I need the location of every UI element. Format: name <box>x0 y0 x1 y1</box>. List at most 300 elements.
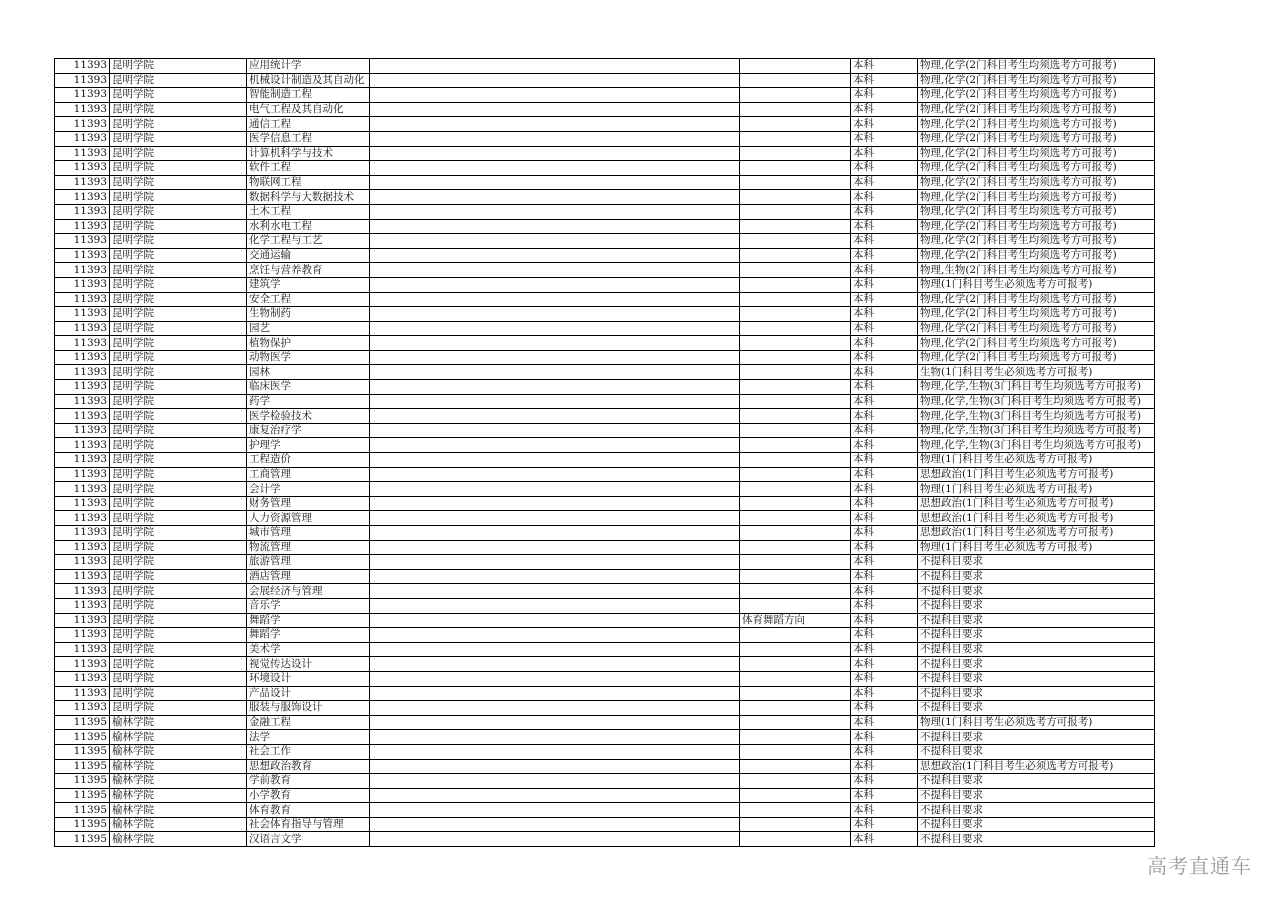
school-name-cell: 榆林学院 <box>110 715 247 730</box>
level-cell: 本科 <box>851 555 918 570</box>
empty-cell <box>370 277 740 292</box>
school-name-cell: 榆林学院 <box>110 788 247 803</box>
major-note-cell <box>740 204 851 219</box>
table-row <box>55 336 1155 351</box>
level-cell: 本科 <box>851 292 918 307</box>
table-body <box>55 59 1155 847</box>
school-name-cell: 昆明学院 <box>110 365 247 380</box>
major-name-cell: 护理学 <box>247 438 370 453</box>
subject-requirement-cell: 物理,生物(2门科目考生均须选考方可报考) <box>918 263 1155 278</box>
subject-requirement-cell: 不提科目要求 <box>918 817 1155 832</box>
major-note-cell <box>740 642 851 657</box>
subject-requirement-cell: 物理,化学(2门科目考生均须选考方可报考) <box>918 307 1155 322</box>
school-code-cell: 11393 <box>55 453 110 468</box>
school-name-cell: 昆明学院 <box>110 380 247 395</box>
school-code-cell: 11395 <box>55 803 110 818</box>
subject-requirement-cell: 物理,化学(2门科目考生均须选考方可报考) <box>918 204 1155 219</box>
table-row <box>55 321 1155 336</box>
major-note-cell <box>740 730 851 745</box>
major-note-cell <box>740 438 851 453</box>
major-note-cell <box>740 59 851 74</box>
subject-requirement-cell: 不提科目要求 <box>918 832 1155 847</box>
empty-cell <box>370 131 740 146</box>
school-code-cell: 11393 <box>55 569 110 584</box>
major-note-cell <box>740 598 851 613</box>
empty-cell <box>370 803 740 818</box>
empty-cell <box>370 438 740 453</box>
subject-requirement-cell: 物理,化学(2门科目考生均须选考方可报考) <box>918 175 1155 190</box>
major-note-cell <box>740 584 851 599</box>
major-name-cell: 智能制造工程 <box>247 88 370 103</box>
major-name-cell: 应用统计学 <box>247 59 370 74</box>
major-note-cell <box>740 832 851 847</box>
level-cell: 本科 <box>851 759 918 774</box>
school-name-cell: 榆林学院 <box>110 803 247 818</box>
table-row <box>55 628 1155 643</box>
school-code-cell: 11393 <box>55 263 110 278</box>
empty-cell <box>370 686 740 701</box>
school-name-cell: 昆明学院 <box>110 394 247 409</box>
major-note-cell <box>740 190 851 205</box>
level-cell: 本科 <box>851 59 918 74</box>
subject-requirement-cell: 物理(1门科目考生必须选考方可报考) <box>918 482 1155 497</box>
level-cell: 本科 <box>851 277 918 292</box>
empty-cell <box>370 613 740 628</box>
subject-requirement-cell: 物理,化学(2门科目考生均须选考方可报考) <box>918 146 1155 161</box>
major-note-cell <box>740 117 851 132</box>
major-name-cell: 水利水电工程 <box>247 219 370 234</box>
subject-requirement-cell: 物理,化学(2门科目考生均须选考方可报考) <box>918 73 1155 88</box>
empty-cell <box>370 671 740 686</box>
table-row <box>55 190 1155 205</box>
level-cell: 本科 <box>851 88 918 103</box>
major-name-cell: 通信工程 <box>247 117 370 132</box>
school-name-cell: 昆明学院 <box>110 642 247 657</box>
table-row <box>55 146 1155 161</box>
empty-cell <box>370 146 740 161</box>
level-cell: 本科 <box>851 102 918 117</box>
school-name-cell: 榆林学院 <box>110 832 247 847</box>
empty-cell <box>370 482 740 497</box>
table-row <box>55 467 1155 482</box>
subject-requirement-cell: 物理,化学(2门科目考生均须选考方可报考) <box>918 350 1155 365</box>
subject-requirement-cell: 物理,化学(2门科目考生均须选考方可报考) <box>918 102 1155 117</box>
major-name-cell: 会展经济与管理 <box>247 584 370 599</box>
level-cell: 本科 <box>851 467 918 482</box>
major-name-cell: 临床医学 <box>247 380 370 395</box>
major-note-cell <box>740 146 851 161</box>
school-name-cell: 昆明学院 <box>110 73 247 88</box>
empty-cell <box>370 219 740 234</box>
level-cell: 本科 <box>851 146 918 161</box>
major-name-cell: 人力资源管理 <box>247 511 370 526</box>
school-code-cell: 11393 <box>55 686 110 701</box>
table-row <box>55 117 1155 132</box>
empty-cell <box>370 730 740 745</box>
empty-cell <box>370 569 740 584</box>
major-name-cell: 旅游管理 <box>247 555 370 570</box>
school-name-cell: 榆林学院 <box>110 774 247 789</box>
empty-cell <box>370 248 740 263</box>
level-cell: 本科 <box>851 219 918 234</box>
empty-cell <box>370 759 740 774</box>
major-note-cell <box>740 774 851 789</box>
major-name-cell: 生物制药 <box>247 307 370 322</box>
school-name-cell: 昆明学院 <box>110 423 247 438</box>
level-cell: 本科 <box>851 336 918 351</box>
major-note-cell <box>740 744 851 759</box>
major-note-cell <box>740 161 851 176</box>
school-name-cell: 榆林学院 <box>110 759 247 774</box>
major-note-cell <box>740 526 851 541</box>
major-note-cell <box>740 540 851 555</box>
empty-cell <box>370 365 740 380</box>
school-name-cell: 昆明学院 <box>110 613 247 628</box>
subject-requirement-cell: 不提科目要求 <box>918 613 1155 628</box>
subject-requirement-cell: 不提科目要求 <box>918 584 1155 599</box>
empty-cell <box>370 204 740 219</box>
school-code-cell: 11393 <box>55 438 110 453</box>
table-row <box>55 204 1155 219</box>
subject-requirement-cell: 物理,化学(2门科目考生均须选考方可报考) <box>918 321 1155 336</box>
school-name-cell: 昆明学院 <box>110 526 247 541</box>
table-row <box>55 598 1155 613</box>
subject-requirement-cell: 物理,化学(2门科目考生均须选考方可报考) <box>918 190 1155 205</box>
school-name-cell: 昆明学院 <box>110 175 247 190</box>
major-name-cell: 医学检验技术 <box>247 409 370 424</box>
major-note-cell <box>740 482 851 497</box>
table-row <box>55 292 1155 307</box>
school-name-cell: 昆明学院 <box>110 321 247 336</box>
school-name-cell: 昆明学院 <box>110 409 247 424</box>
table-row <box>55 832 1155 847</box>
school-name-cell: 昆明学院 <box>110 277 247 292</box>
subject-requirement-cell: 不提科目要求 <box>918 701 1155 716</box>
major-note-cell <box>740 292 851 307</box>
major-name-cell: 化学工程与工艺 <box>247 234 370 249</box>
school-code-cell: 11393 <box>55 540 110 555</box>
subject-requirement-cell: 思想政治(1门科目考生必须选考方可报考) <box>918 759 1155 774</box>
school-name-cell: 昆明学院 <box>110 117 247 132</box>
table-row <box>55 744 1155 759</box>
empty-cell <box>370 526 740 541</box>
table-row <box>55 569 1155 584</box>
table-row <box>55 701 1155 716</box>
empty-cell <box>370 598 740 613</box>
table-row <box>55 131 1155 146</box>
subject-requirement-cell: 不提科目要求 <box>918 569 1155 584</box>
table-row <box>55 307 1155 322</box>
school-code-cell: 11393 <box>55 701 110 716</box>
subject-requirement-cell: 物理,化学,生物(3门科目考生均须选考方可报考) <box>918 423 1155 438</box>
level-cell: 本科 <box>851 671 918 686</box>
major-note-cell <box>740 671 851 686</box>
school-code-cell: 11395 <box>55 730 110 745</box>
school-code-cell: 11393 <box>55 292 110 307</box>
subject-requirement-cell: 思想政治(1门科目考生必须选考方可报考) <box>918 467 1155 482</box>
major-name-cell: 美术学 <box>247 642 370 657</box>
level-cell: 本科 <box>851 453 918 468</box>
empty-cell <box>370 73 740 88</box>
school-code-cell: 11393 <box>55 204 110 219</box>
empty-cell <box>370 540 740 555</box>
major-note-cell <box>740 307 851 322</box>
level-cell: 本科 <box>851 584 918 599</box>
major-note-cell <box>740 365 851 380</box>
major-note-cell <box>740 394 851 409</box>
school-code-cell: 11395 <box>55 715 110 730</box>
subject-requirement-cell: 物理,化学(2门科目考生均须选考方可报考) <box>918 336 1155 351</box>
school-name-cell: 昆明学院 <box>110 686 247 701</box>
major-name-cell: 视觉传达设计 <box>247 657 370 672</box>
school-code-cell: 11395 <box>55 759 110 774</box>
school-code-cell: 11393 <box>55 482 110 497</box>
empty-cell <box>370 117 740 132</box>
major-note-cell <box>740 102 851 117</box>
subject-requirement-cell: 不提科目要求 <box>918 598 1155 613</box>
subject-requirement-cell: 不提科目要求 <box>918 657 1155 672</box>
level-cell: 本科 <box>851 496 918 511</box>
major-note-cell <box>740 234 851 249</box>
empty-cell <box>370 394 740 409</box>
school-code-cell: 11393 <box>55 146 110 161</box>
table-row <box>55 175 1155 190</box>
empty-cell <box>370 321 740 336</box>
school-code-cell: 11393 <box>55 59 110 74</box>
school-code-cell: 11393 <box>55 613 110 628</box>
school-code-cell: 11395 <box>55 832 110 847</box>
major-note-cell <box>740 350 851 365</box>
major-name-cell: 园林 <box>247 365 370 380</box>
school-code-cell: 11395 <box>55 817 110 832</box>
table-row <box>55 730 1155 745</box>
level-cell: 本科 <box>851 598 918 613</box>
school-name-cell: 昆明学院 <box>110 204 247 219</box>
major-note-cell <box>740 219 851 234</box>
level-cell: 本科 <box>851 511 918 526</box>
level-cell: 本科 <box>851 657 918 672</box>
level-cell: 本科 <box>851 350 918 365</box>
school-name-cell: 昆明学院 <box>110 657 247 672</box>
subject-requirement-cell: 物理,化学,生物(3门科目考生均须选考方可报考) <box>918 394 1155 409</box>
table-row <box>55 526 1155 541</box>
major-name-cell: 服装与服饰设计 <box>247 701 370 716</box>
table-row <box>55 759 1155 774</box>
table-row <box>55 102 1155 117</box>
empty-cell <box>370 175 740 190</box>
major-note-cell <box>740 175 851 190</box>
school-name-cell: 昆明学院 <box>110 263 247 278</box>
major-name-cell: 机械设计制造及其自动化 <box>247 73 370 88</box>
level-cell: 本科 <box>851 117 918 132</box>
level-cell: 本科 <box>851 526 918 541</box>
level-cell: 本科 <box>851 409 918 424</box>
subject-requirement-cell: 物理,化学,生物(3门科目考生均须选考方可报考) <box>918 409 1155 424</box>
level-cell: 本科 <box>851 744 918 759</box>
table-row <box>55 409 1155 424</box>
level-cell: 本科 <box>851 569 918 584</box>
school-name-cell: 昆明学院 <box>110 234 247 249</box>
empty-cell <box>370 788 740 803</box>
major-name-cell: 药学 <box>247 394 370 409</box>
school-name-cell: 昆明学院 <box>110 598 247 613</box>
school-code-cell: 11393 <box>55 496 110 511</box>
level-cell: 本科 <box>851 131 918 146</box>
subject-requirement-cell: 物理,化学(2门科目考生均须选考方可报考) <box>918 292 1155 307</box>
major-name-cell: 法学 <box>247 730 370 745</box>
school-name-cell: 昆明学院 <box>110 482 247 497</box>
table-row <box>55 642 1155 657</box>
empty-cell <box>370 628 740 643</box>
school-code-cell: 11393 <box>55 321 110 336</box>
subject-requirement-cell: 不提科目要求 <box>918 730 1155 745</box>
major-name-cell: 思想政治教育 <box>247 759 370 774</box>
level-cell: 本科 <box>851 730 918 745</box>
major-note-cell <box>740 511 851 526</box>
table-row <box>55 613 1155 628</box>
table-row <box>55 88 1155 103</box>
level-cell: 本科 <box>851 613 918 628</box>
school-name-cell: 昆明学院 <box>110 146 247 161</box>
empty-cell <box>370 263 740 278</box>
major-note-cell <box>740 701 851 716</box>
level-cell: 本科 <box>851 832 918 847</box>
school-name-cell: 昆明学院 <box>110 88 247 103</box>
school-code-cell: 11393 <box>55 628 110 643</box>
empty-cell <box>370 701 740 716</box>
level-cell: 本科 <box>851 73 918 88</box>
major-note-cell <box>740 131 851 146</box>
major-name-cell: 烹饪与营养教育 <box>247 263 370 278</box>
major-name-cell: 金融工程 <box>247 715 370 730</box>
level-cell: 本科 <box>851 365 918 380</box>
table-row <box>55 496 1155 511</box>
empty-cell <box>370 102 740 117</box>
school-name-cell: 榆林学院 <box>110 817 247 832</box>
table-row <box>55 686 1155 701</box>
table-row <box>55 788 1155 803</box>
major-name-cell: 安全工程 <box>247 292 370 307</box>
major-note-cell <box>740 628 851 643</box>
subject-requirement-cell: 不提科目要求 <box>918 774 1155 789</box>
major-name-cell: 软件工程 <box>247 161 370 176</box>
table-row <box>55 277 1155 292</box>
major-note-cell <box>740 409 851 424</box>
empty-cell <box>370 657 740 672</box>
school-code-cell: 11393 <box>55 555 110 570</box>
level-cell: 本科 <box>851 321 918 336</box>
level-cell: 本科 <box>851 307 918 322</box>
level-cell: 本科 <box>851 715 918 730</box>
school-code-cell: 11393 <box>55 336 110 351</box>
school-code-cell: 11393 <box>55 526 110 541</box>
major-name-cell: 酒店管理 <box>247 569 370 584</box>
empty-cell <box>370 453 740 468</box>
school-code-cell: 11393 <box>55 511 110 526</box>
major-note-cell <box>740 453 851 468</box>
table-row <box>55 394 1155 409</box>
major-name-cell: 财务管理 <box>247 496 370 511</box>
subject-requirement-cell: 思想政治(1门科目考生必须选考方可报考) <box>918 526 1155 541</box>
school-name-cell: 昆明学院 <box>110 438 247 453</box>
level-cell: 本科 <box>851 248 918 263</box>
major-name-cell: 城市管理 <box>247 526 370 541</box>
table-row <box>55 715 1155 730</box>
school-code-cell: 11393 <box>55 467 110 482</box>
empty-cell <box>370 380 740 395</box>
table-row <box>55 482 1155 497</box>
subject-requirement-cell: 思想政治(1门科目考生必须选考方可报考) <box>918 496 1155 511</box>
school-code-cell: 11393 <box>55 598 110 613</box>
school-code-cell: 11393 <box>55 307 110 322</box>
empty-cell <box>370 88 740 103</box>
school-name-cell: 昆明学院 <box>110 219 247 234</box>
subject-requirement-cell: 物理(1门科目考生必须选考方可报考) <box>918 540 1155 555</box>
table-row <box>55 803 1155 818</box>
school-code-cell: 11393 <box>55 365 110 380</box>
school-code-cell: 11393 <box>55 88 110 103</box>
table-row <box>55 365 1155 380</box>
level-cell: 本科 <box>851 175 918 190</box>
subject-requirement-cell: 物理,化学(2门科目考生均须选考方可报考) <box>918 161 1155 176</box>
level-cell: 本科 <box>851 204 918 219</box>
empty-cell <box>370 409 740 424</box>
empty-cell <box>370 744 740 759</box>
school-name-cell: 昆明学院 <box>110 569 247 584</box>
level-cell: 本科 <box>851 788 918 803</box>
major-note-cell <box>740 321 851 336</box>
school-name-cell: 昆明学院 <box>110 628 247 643</box>
school-name-cell: 昆明学院 <box>110 671 247 686</box>
major-note-cell <box>740 715 851 730</box>
subject-requirement-cell: 物理,化学(2门科目考生均须选考方可报考) <box>918 219 1155 234</box>
empty-cell <box>370 774 740 789</box>
subject-requirement-cell: 物理,化学(2门科目考生均须选考方可报考) <box>918 59 1155 74</box>
table-row <box>55 584 1155 599</box>
major-name-cell: 体育教育 <box>247 803 370 818</box>
major-name-cell: 建筑学 <box>247 277 370 292</box>
level-cell: 本科 <box>851 394 918 409</box>
school-code-cell: 11393 <box>55 671 110 686</box>
school-code-cell: 11393 <box>55 584 110 599</box>
empty-cell <box>370 292 740 307</box>
major-name-cell: 康复治疗学 <box>247 423 370 438</box>
empty-cell <box>370 715 740 730</box>
school-name-cell: 昆明学院 <box>110 701 247 716</box>
subject-requirement-cell: 不提科目要求 <box>918 788 1155 803</box>
level-cell: 本科 <box>851 803 918 818</box>
school-name-cell: 昆明学院 <box>110 540 247 555</box>
major-note-cell <box>740 88 851 103</box>
major-note-cell <box>740 759 851 774</box>
major-note-cell <box>740 336 851 351</box>
level-cell: 本科 <box>851 817 918 832</box>
subject-requirement-cell: 物理(1门科目考生必须选考方可报考) <box>918 715 1155 730</box>
major-note-cell <box>740 569 851 584</box>
table-row <box>55 438 1155 453</box>
empty-cell <box>370 190 740 205</box>
table-row <box>55 774 1155 789</box>
major-name-cell: 舞蹈学 <box>247 613 370 628</box>
major-name-cell: 医学信息工程 <box>247 131 370 146</box>
level-cell: 本科 <box>851 540 918 555</box>
major-name-cell: 产品设计 <box>247 686 370 701</box>
major-name-cell: 音乐学 <box>247 598 370 613</box>
level-cell: 本科 <box>851 380 918 395</box>
major-name-cell: 物流管理 <box>247 540 370 555</box>
school-name-cell: 昆明学院 <box>110 336 247 351</box>
subject-requirement-cell: 物理,化学(2门科目考生均须选考方可报考) <box>918 248 1155 263</box>
